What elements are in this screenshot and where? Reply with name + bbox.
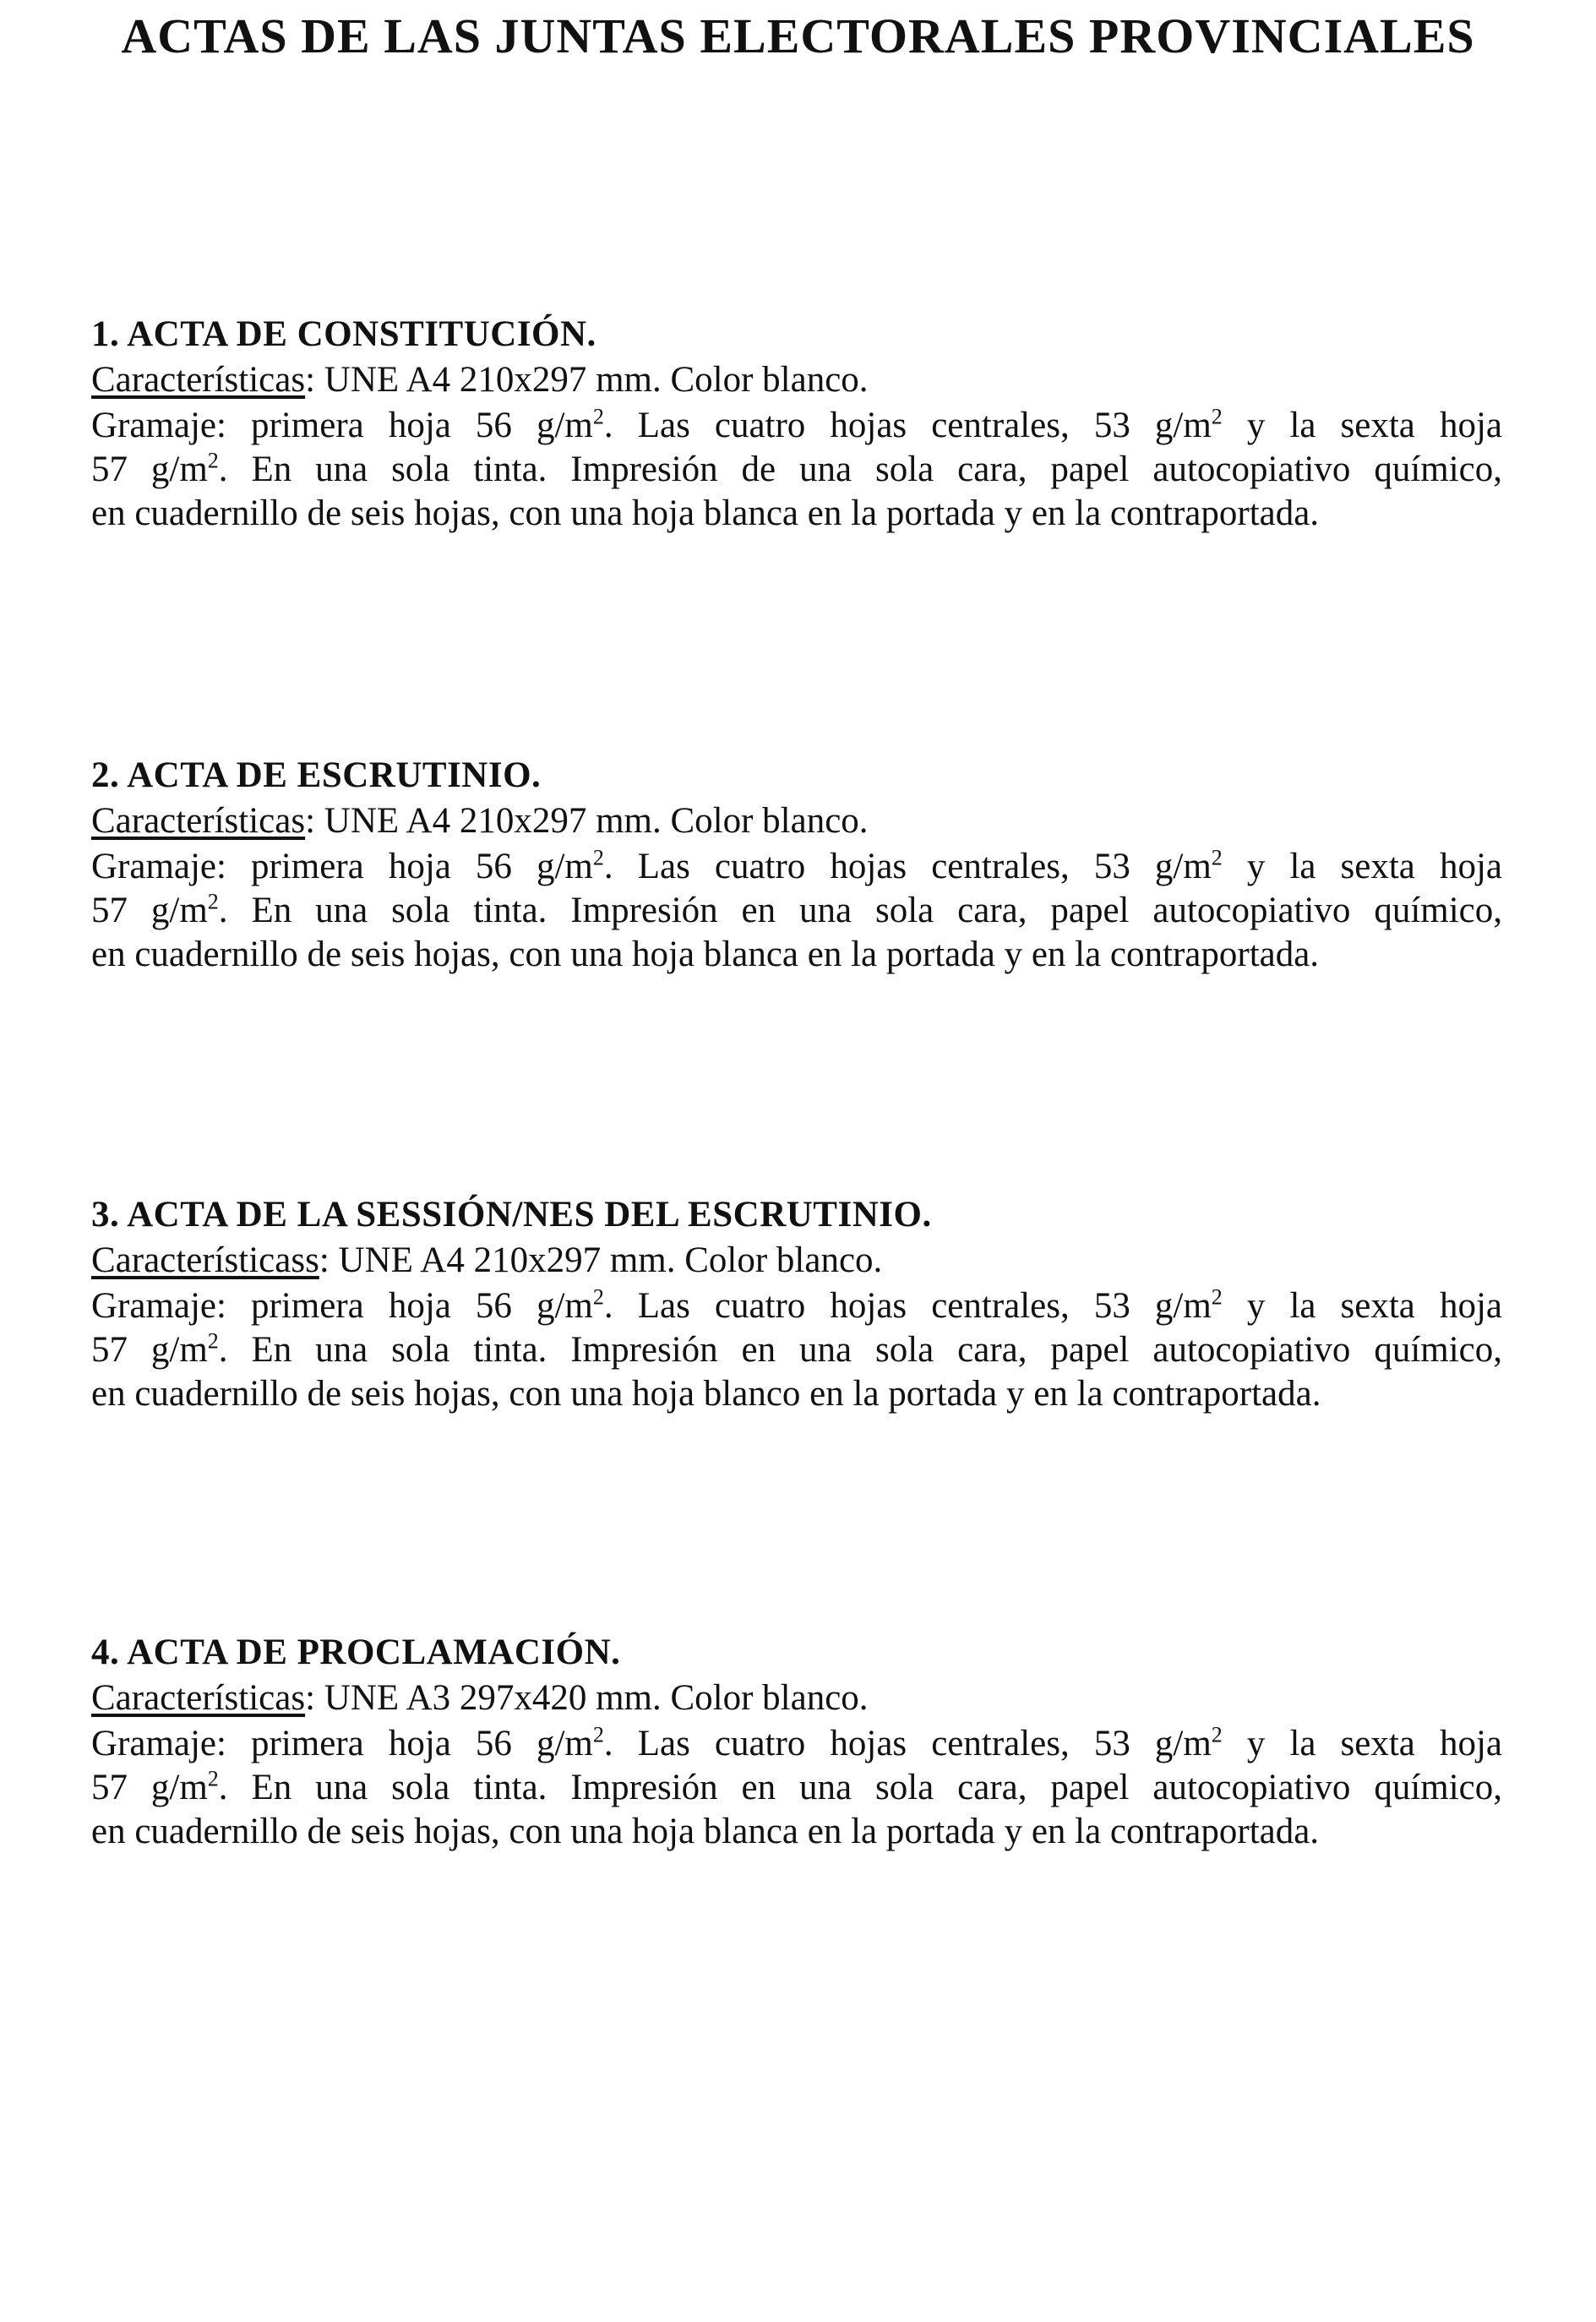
body-paragraph [91, 845, 1502, 977]
section-acta-sesion-escrutinio [91, 1193, 1502, 1416]
spec-label: Característicass [91, 1240, 319, 1280]
body-line: Gramaje: primera hoja 56 $g/m^2$. Las cuatro hojas centrales, 53 $g/m^2$ y la sexta hoja [91, 845, 1502, 886]
body-line: en cuadernillo de seis hojas, con una hoja blanco en la portada y en la contraportada. [91, 1374, 1321, 1414]
body-line: en cuadernillo de seis hojas, con una hoja blanca en la portada y en la contraportada. [91, 493, 1320, 533]
body-paragraph [91, 1284, 1502, 1416]
spec-line [91, 1239, 1502, 1283]
spec-line [91, 358, 1502, 402]
section-acta-escrutinio [91, 754, 1502, 977]
page-title: ACTAS DE LAS JUNTAS ELECTORALES PROVINCIALES [121, 8, 1475, 63]
section-heading: 4. ACTA DE PROCLAMACIÓN. [91, 1632, 621, 1672]
section-heading: 1. ACTA DE CONSTITUCIÓN. [91, 314, 596, 354]
spec-line [91, 799, 1502, 843]
spec-label: Características [91, 801, 306, 841]
spec-text: : UNE A4 210x297 mm. Color blanco. [305, 801, 869, 841]
body-line: 57 $g/m^2$. En una sola tinta. Impresión de una sola cara, papel autocopiativo químico, [91, 448, 1502, 489]
spec-text: : UNE A4 210x297 mm. Color blanco. [319, 1240, 883, 1280]
section-acta-constitucion [91, 313, 1502, 536]
body-line: Gramaje: primera hoja 56 $g/m^2$. Las cuatro hojas centrales, 53 $g/m^2$ y la sexta hoja [91, 1722, 1502, 1763]
section-acta-proclamacion [91, 1631, 1502, 1854]
spec-label: Características [91, 360, 306, 400]
body-line: Gramaje: primera hoja 56 $g/m^2$. Las cuatro hojas centrales, 53 $g/m^2$ y la sexta hoja [91, 404, 1502, 445]
section-heading: 2. ACTA DE ESCRUTINIO. [91, 755, 542, 795]
spec-text: : UNE A3 297x420 mm. Color blanco. [305, 1678, 869, 1718]
body-line: en cuadernillo de seis hojas, con una hoja blanca en la portada y en la contraportada. [91, 935, 1320, 974]
spec-label: Características [91, 1678, 306, 1718]
section-heading: 3. ACTA DE LA SESSIÓN/NES DEL ESCRUTINIO. [91, 1195, 932, 1235]
body-line: en cuadernillo de seis hojas, con una hoja blanca en la portada y en la contraportada. [91, 1812, 1320, 1851]
spec-text: : UNE A4 210x297 mm. Color blanco. [305, 360, 869, 400]
body-line: Gramaje: primera hoja 56 $g/m^2$. Las cuatro hojas centrales, 53 $g/m^2$ y la sexta hoja [91, 1284, 1502, 1326]
body-paragraph [91, 404, 1502, 536]
body-paragraph [91, 1722, 1502, 1854]
body-line: 57 $g/m^2$. En una sola tinta. Impresión en una sola cara, papel autocopiativo químico, [91, 1766, 1502, 1807]
body-line: 57 $g/m^2$. En una sola tinta. Impresión en una sola cara, papel autocopiativo químico, [91, 889, 1502, 930]
body-line: 57 $g/m^2$. En una sola tinta. Impresión en una sola cara, papel autocopiativo químico, [91, 1328, 1502, 1370]
spec-line [91, 1676, 1502, 1720]
